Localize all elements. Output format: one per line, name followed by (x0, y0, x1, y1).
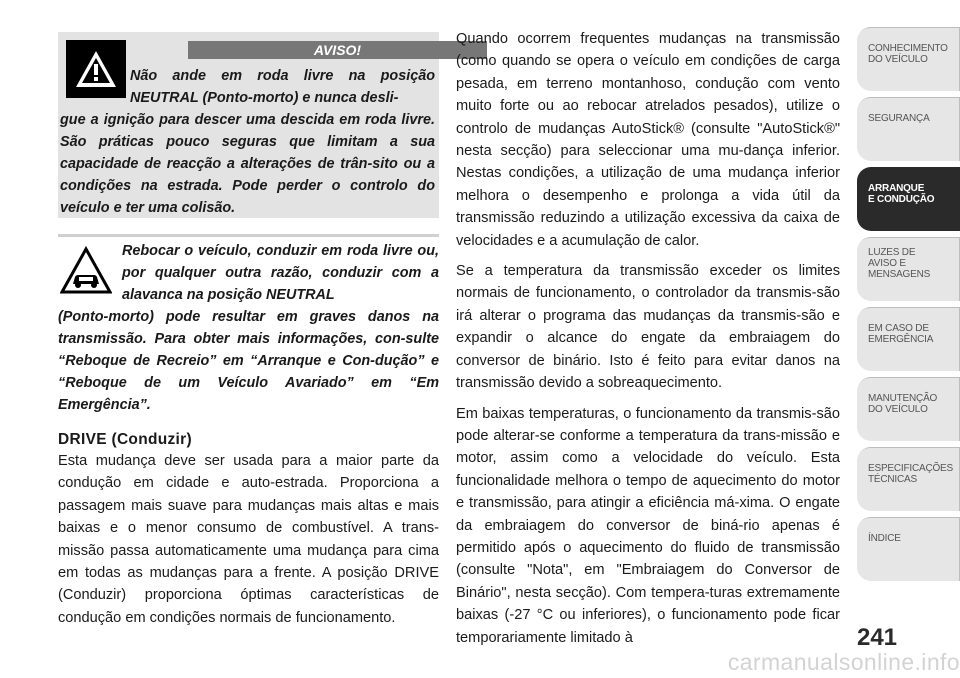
tab-label: SEGURANÇA (868, 113, 930, 124)
section-title: DRIVE (Conduzir) (58, 431, 192, 448)
tab-luzes[interactable] (857, 237, 960, 301)
tab-label: ÍNDICE (868, 533, 901, 544)
tab-label: E CONDUÇÃO (868, 194, 935, 205)
page-number: 241 (856, 624, 898, 651)
warning-text-first: Não ande em roda livre na posição NEUTRAL (Ponto-morto) e nunca desli- (130, 68, 435, 106)
warning-header: AVISO! (188, 41, 487, 59)
tab-label: CONHECIMENTO (868, 43, 948, 54)
warning-box (58, 32, 439, 218)
tab-label: EM CASO DE (868, 323, 929, 334)
tab-label: MANUTENÇÃO (868, 393, 938, 404)
tab-label: TÉCNICAS (868, 474, 917, 485)
tab-indice[interactable] (857, 517, 960, 581)
tab-label: EMERGÊNCIA (868, 334, 934, 345)
tab-manutencao[interactable] (857, 377, 960, 441)
tab-seguranca[interactable] (857, 97, 960, 161)
tab-label: DO VEÍCULO (868, 404, 928, 415)
watermark: carmanualsonline.info (727, 649, 960, 675)
left-column (58, 32, 439, 629)
right-column (456, 28, 840, 657)
tab-label: ARRANQUE (868, 183, 925, 194)
caution-text-first: Rebocar o veículo, conduzir em roda livre ou, por qualquer outra razão, conduzir com a alavanca na posição NEUTRAL (122, 243, 439, 303)
paragraph: Se a temperatura da transmissão exceder os limites normais de funcionamento, o controlador da transmis-são irá alterar o programa das mudanças da transmis-são e expandir o alcance do engate da embraiagem do conversor de binário. Isto é feito para evitar danos na transmissão devido a sobreaquecimento. (456, 263, 840, 392)
paragraph: Em baixas temperaturas, o funcionamento da transmis-são pode alterar-se conforme a temperatura da trans-missão e motor, assim como a velocidade do veículo. Esta funcionalidade melhora o tempo de aquecimento do motor e transmissão, para atingir a eficiência má-xima. O engate da embraiagem do conversor de biná-rio apenas é permitido após o aquecimento do fluido de transmissão (consulte "Nota", em "Embraiagem do Conversor de Binário", nesta secção). Com tempera-turas extremamente baixas (-27 °C ou inferiores), o funcionamento pode ficar temporariamente limitado à (456, 405, 840, 646)
caution-block (58, 232, 439, 416)
paragraph: Quando ocorrem frequentes mudanças na transmissão (como quando se opera o veículo em condições de carga pesada, em terreno montanhoso, condução com vento muito forte ou ao rebocar atrelados pesados), utilize o controlo de mudanças AutoStick® (consulte "AutoStick®" nesta secção) para seleccionar uma mu-dança inferior. Nestas condições, a utilização de uma mudança inferior melhora o desempenho e prolonga a vida útil da transmissão reduzindo a utilização excessiva da caixa de velocidades e a acumulação de calor. (456, 31, 840, 249)
tab-label: AVISO E (868, 258, 906, 269)
caution-divider (58, 234, 439, 237)
tab-label: DO VEÍCULO (868, 54, 928, 65)
caution-text-rest: (Ponto-morto) pode resultar em graves danos na transmissão. Para obter mais informações, con-sulte “Reboque de Recreio” em “Arranque e Con-dução” e “Reboque de um Veículo Avariado” em “Em Emergência”. (58, 309, 439, 413)
chapter-tabs (857, 27, 960, 587)
tab-emergencia[interactable] (857, 307, 960, 371)
tab-arranque[interactable] (857, 167, 960, 231)
tab-conhecimento[interactable] (857, 27, 960, 91)
car-caution-icon (60, 246, 116, 304)
tab-label: ESPECIFICAÇÕES (868, 463, 953, 474)
tab-label: LUZES DE (868, 247, 916, 258)
tab-label: MENSAGENS (868, 269, 931, 280)
warning-text (60, 65, 435, 219)
section-body: Esta mudança deve ser usada para a maior parte da condução em cidade e auto-estrada. Proporciona a passagem mais suave para mudanças mais altas e mais baixas e o menor consumo de combustível. A trans-missão passa automaticamente uma mudança para cima em todas as mudanças para a frente. A posição DRIVE (Conduzir) proporciona óptimas características de condução em condições normais de funcionamento. (58, 453, 439, 626)
warning-text-rest: gue a ignição para descer uma descida em roda livre. São práticas pouco seguras que limitam a sua capacidade de reacção a alterações de trân-sito ou a condições na estrada. Pode perder o controlo do veículo e ter uma colisão. (60, 112, 435, 216)
tab-especificacoes[interactable] (857, 447, 960, 511)
